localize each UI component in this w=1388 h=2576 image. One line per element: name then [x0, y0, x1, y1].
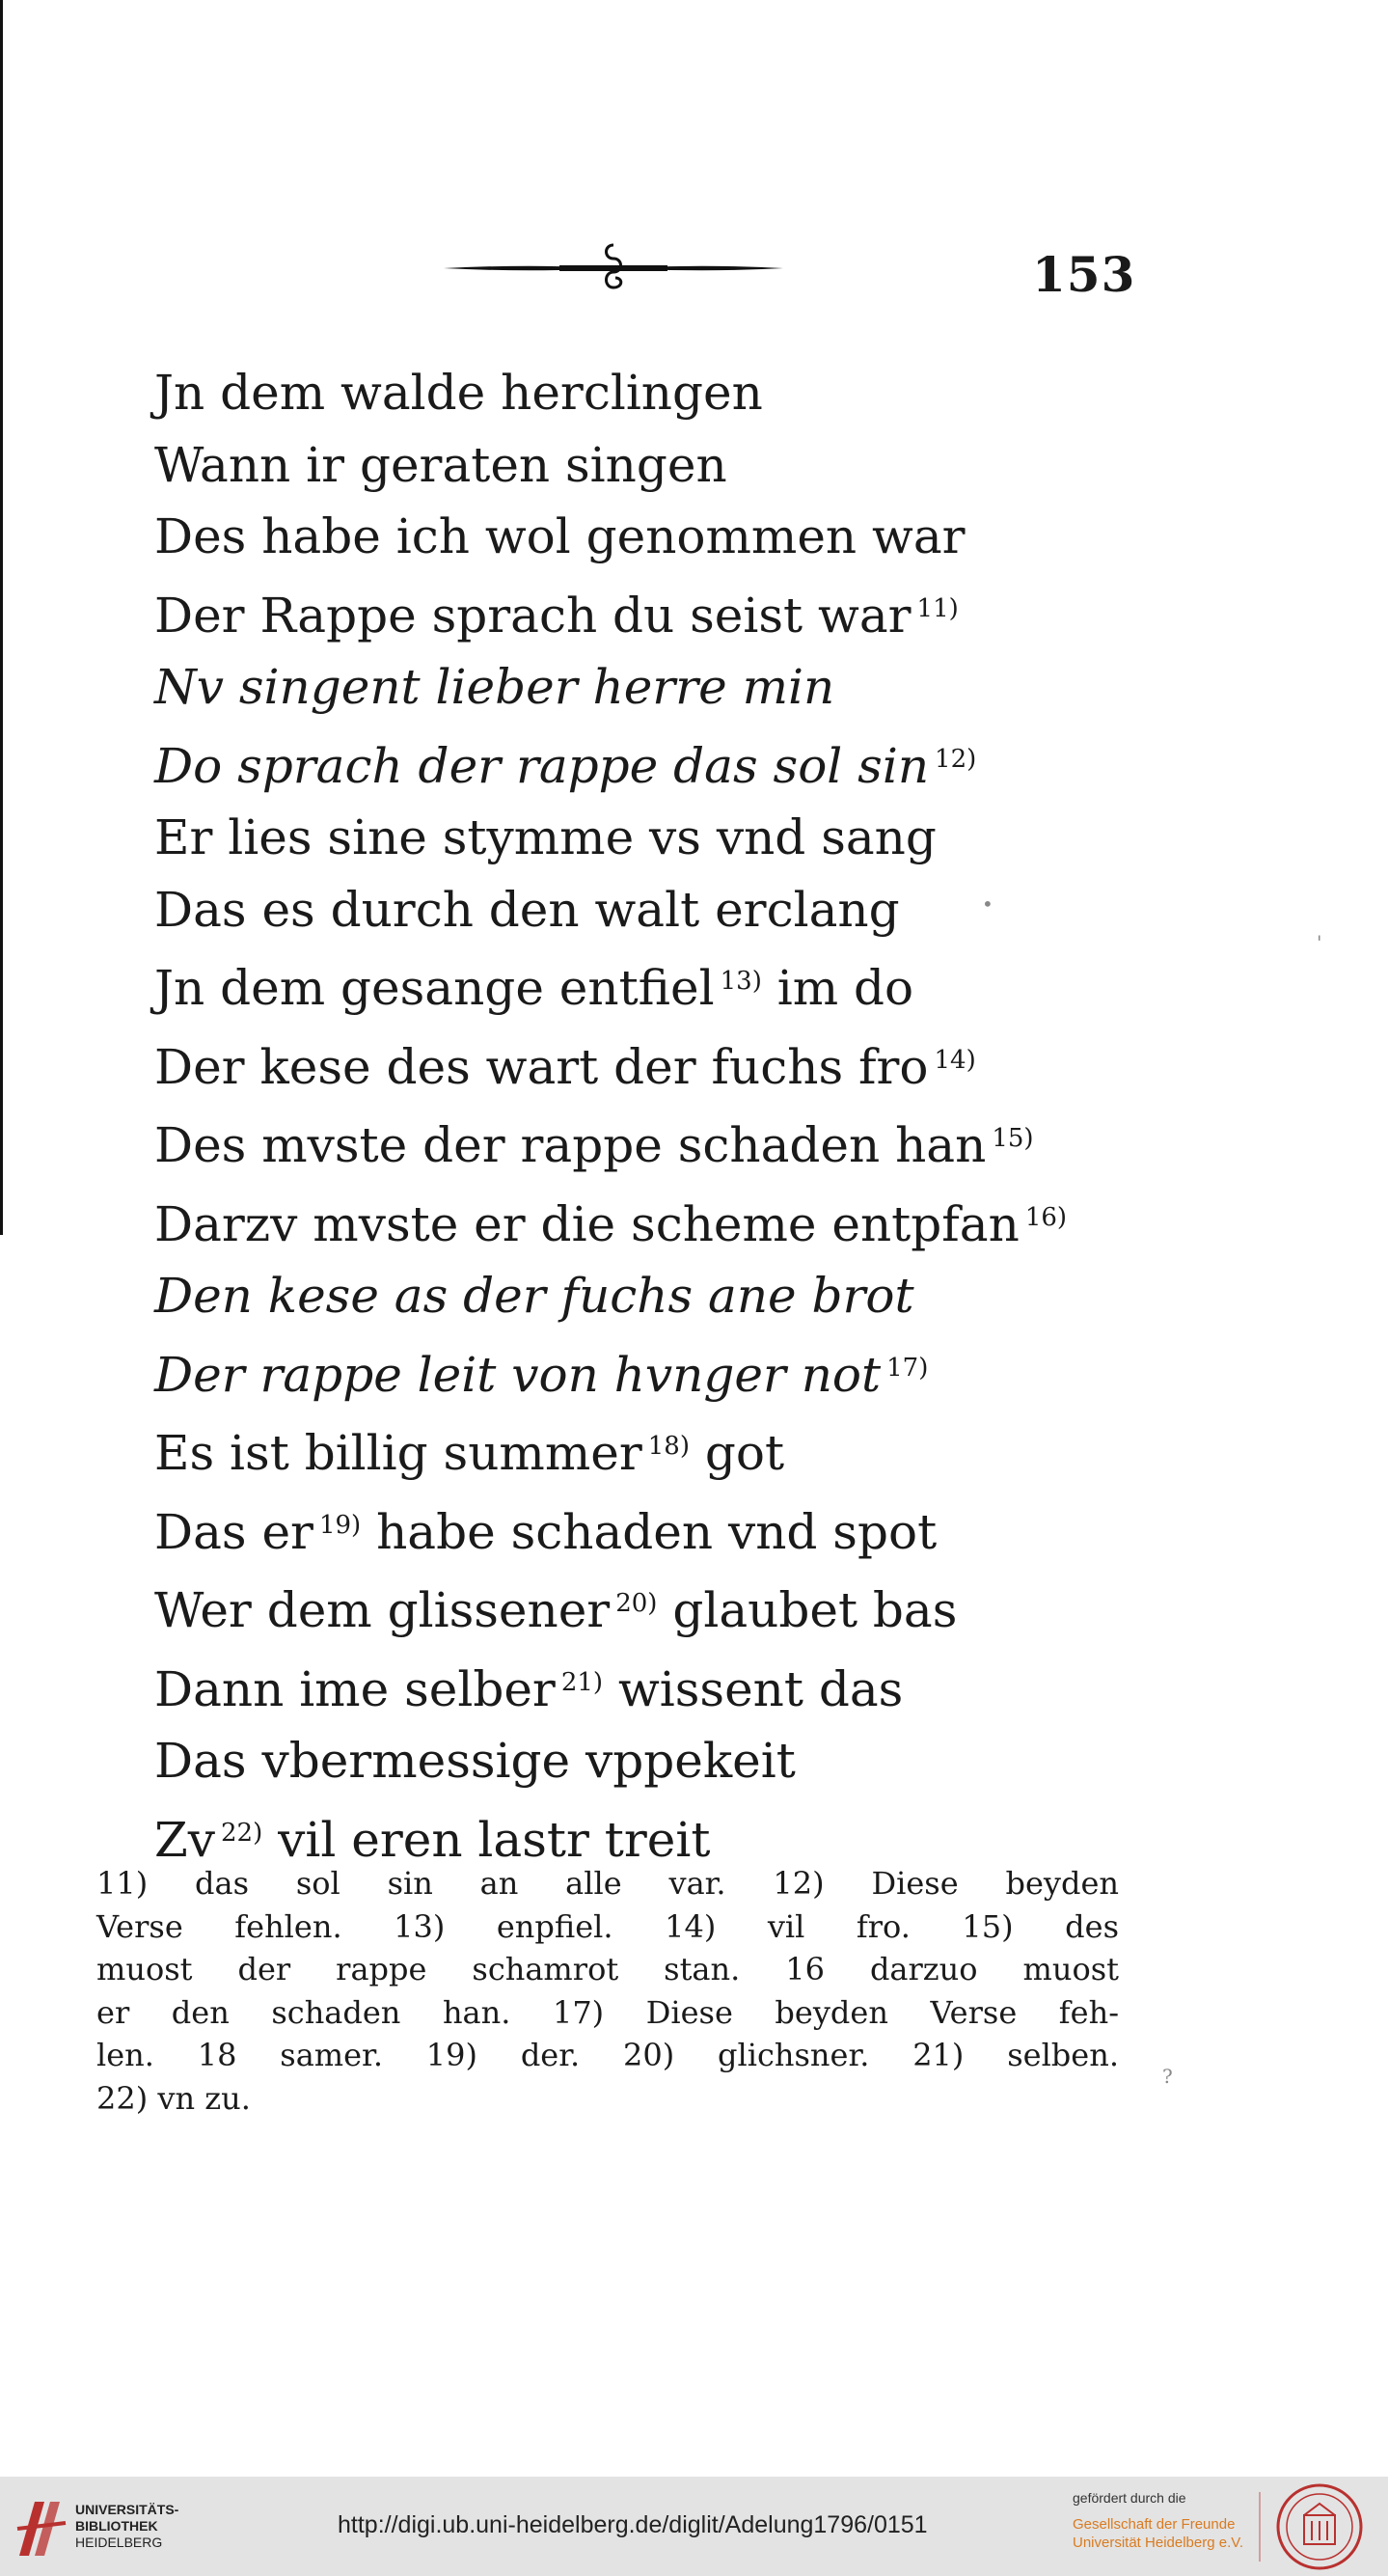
- stray-mark: ?: [1162, 2065, 1173, 2088]
- verse-line: Des mvste der rappe schaden han $^{15)}$: [154, 1117, 1034, 1173]
- footnote-line: er den schaden han. 17) Diese beyden Verse feh-: [96, 1993, 1119, 2031]
- footnote-ref: 21): [560, 1667, 604, 1697]
- page-number: 153: [1032, 246, 1136, 303]
- footnote-ref: 18): [647, 1432, 690, 1461]
- verse-line: Des habe ich wol genommen war: [154, 508, 966, 564]
- verse-line: Es ist billig summer $^{18)}$ got: [154, 1425, 785, 1481]
- verse-line: Er lies sine stymme vs vnd sang: [154, 809, 937, 865]
- footnotes: [96, 1862, 1119, 2120]
- footnote-line: 22) vn zu.: [96, 2079, 251, 2117]
- permalink-url[interactable]: http://digi.ub.uni-heidelberg.de/diglit/Adelung1796/0151: [338, 2511, 928, 2538]
- stray-mark: ': [1317, 931, 1322, 954]
- sponsor-name[interactable]: Gesellschaft der Freunde Universität Heidelberg e.V.: [1073, 2516, 1244, 2551]
- verse-line: Den kese as der fuchs ane brot: [154, 1268, 914, 1324]
- verse-line: Nv singent lieber herre min: [154, 659, 835, 715]
- footnote-ref: 17): [886, 1353, 929, 1383]
- university-library-logo-icon: [15, 2494, 68, 2560]
- verse-line: Der Rappe sprach du seist war $^{11)}$: [154, 587, 959, 644]
- footnote-line: Verse fehlen. 13) enpfiel. 14) vil fro. 15) des: [96, 1907, 1119, 1945]
- footnote-ref: 20): [615, 1589, 658, 1618]
- footnote-ref: 14): [934, 1045, 976, 1075]
- footnote-ref: 15): [992, 1124, 1034, 1153]
- verse-line: Der rappe leit von hvnger not $^{17)}$: [154, 1346, 929, 1403]
- footnote-line: 11) das sol sin an alle var. 12) Diese beyden: [96, 1865, 1119, 1902]
- verse-line: Zv $^{22)}$ vil eren lastr treit: [154, 1811, 711, 1868]
- verse-line: Der kese des wart der fuchs fro $^{14)}$: [154, 1038, 976, 1095]
- footnote-line: len. 18 samer. 19) der. 20) glichsner. 21) selben.: [96, 2037, 1119, 2073]
- verse-line: Das vbermessige vppekeit: [154, 1733, 796, 1789]
- verse-line: Wer dem glissener $^{20)}$ glaubet bas: [154, 1582, 958, 1638]
- footnote-ref: 19): [318, 1510, 362, 1540]
- footer-divider: [1259, 2492, 1261, 2562]
- ornament-divider-icon: [444, 239, 783, 297]
- poem-verses: [154, 357, 1167, 1876]
- verse-line: Jn dem walde herclingen: [154, 365, 763, 421]
- verse-line: Das er $^{19)}$ habe schaden vnd spot: [154, 1503, 938, 1560]
- funded-by-label: gefördert durch die: [1073, 2490, 1186, 2506]
- library-name: UNIVERSITÄTS- BIBLIOTHEK HEIDELBERG: [75, 2502, 179, 2550]
- footnote-ref: 22): [221, 1818, 263, 1848]
- left-page-edge: [0, 0, 3, 1235]
- verse-line: Do sprach der rappe das sol sin $^{12)}$: [154, 737, 977, 794]
- university-seal-icon: [1275, 2482, 1364, 2571]
- footer-bar: [0, 2477, 1388, 2576]
- footnote-ref: 12): [935, 744, 977, 774]
- stray-mark: •: [982, 892, 993, 916]
- verse-line: Das es durch den walt erclang: [154, 881, 900, 938]
- footnote-line: muost der rappe schamrot stan. 16 darzuo muost: [96, 1951, 1119, 1987]
- footnote-ref: 11): [916, 593, 959, 623]
- footnote-ref: 13): [720, 967, 762, 996]
- verse-line: Dann ime selber $^{21)}$ wissent das: [154, 1660, 904, 1717]
- verse-line: Jn dem gesange entfiel $^{13)}$ im do: [154, 960, 914, 1016]
- verse-line: Wann ir geraten singen: [154, 436, 727, 493]
- footnote-ref: 16): [1024, 1202, 1068, 1232]
- verse-line: Darzv mvste er die scheme entpfan $^{16)}$: [154, 1195, 1068, 1252]
